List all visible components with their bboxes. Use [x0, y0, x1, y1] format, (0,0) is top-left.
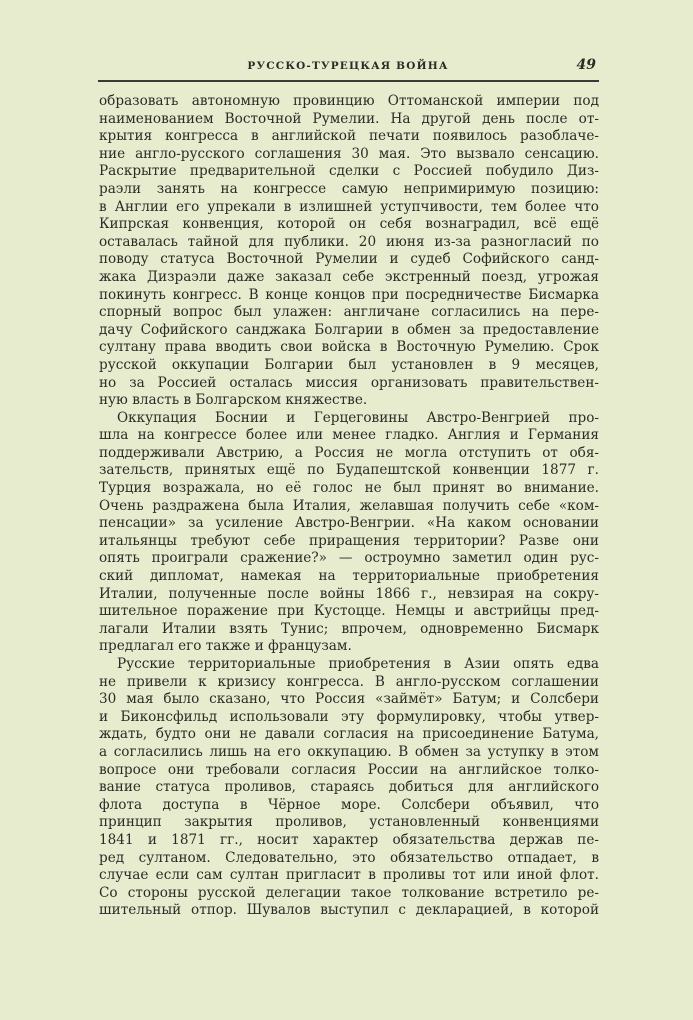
text-line: ждать, будто они не давали согласия на присоединение Батума,: [99, 726, 599, 743]
text-line: жака Дизраэли даже заказал себе экстренный поезд, угрожая: [99, 268, 599, 285]
text-line: 30 мая было сказано, что Россия «займёт» Батум; и Солсбери: [99, 691, 599, 708]
text-line: шительный отпор. Шувалов выступил с декларацией, в которой: [99, 902, 599, 919]
text-line: Оккупация Боснии и Герцеговины Австро-Венгрией про-: [117, 409, 599, 426]
text-line: вопросе они требовали согласия России на английское толко-: [99, 761, 599, 778]
text-line: случае если сам султан пригласит в проливы тот или иной флот.: [99, 867, 599, 884]
text-line: ред султаном. Следовательно, это обязательство отпадает, в: [99, 849, 599, 866]
text-line: флота доступа в Чёрное море. Солсбери объявил, что: [99, 796, 599, 813]
text-line: ние англо-русского соглашения 30 мая. Это вызвало сенсацию.: [99, 145, 599, 162]
text-line: а согласились лишь на его оккупацию. В обмен за уступку в этом: [99, 743, 599, 760]
text-line: дачу Софийского санджака Болгарии в обмен за предоставление: [99, 321, 599, 338]
text-line: крытия конгресса в английской печати появилось разоблаче-: [99, 128, 599, 145]
running-title: РУССКО-ТУРЕЦКАЯ ВОЙНА: [247, 60, 449, 72]
text-line: оставалась тайной для публики. 20 июня из-за разногласий по: [99, 233, 599, 250]
text-line: и Биконсфильд использовали эту формулировку, чтобы утвер-: [99, 708, 599, 725]
text-line: покинуть конгресс. В конце концов при посредничестве Бисмарка: [99, 286, 599, 303]
text-line: предлагал его также и французам.: [99, 638, 352, 655]
text-line: ную власть в Болгарском княжестве.: [99, 392, 368, 409]
text-line: лагали Италии взять Тунис; впрочем, одновременно Бисмарк: [99, 620, 599, 637]
text-line: зательств, принятых ещё по Будапештской конвенции 1877 г.: [99, 462, 599, 479]
text-line: образовать автономную провинцию Оттоманской империи под: [99, 93, 599, 109]
text-line: но за Россией осталась миссия организовать правительствен-: [99, 374, 599, 391]
text-line: спорный вопрос был улажен: англичане согласились на пере-: [99, 304, 599, 321]
text-line: поддерживали Австрию, а Россия не могла отступить от обя-: [99, 444, 599, 461]
text-line: шла на конгрессе более или менее гладко. Англия и Германия: [99, 427, 599, 444]
text-line: Раскрытие предварительной сделки с Россией побудило Диз-: [99, 163, 599, 180]
running-header: [98, 58, 598, 80]
text-line: Очень раздражена была Италия, желавшая получить себе «ком-: [99, 497, 599, 514]
text-line: итальянцы требуют себе приращения территории? Разве они: [99, 532, 599, 549]
text-line: 1841 и 1871 гг., носит характер обязательства держав пе-: [99, 831, 599, 848]
text-line: Русские территориальные приобретения в Азии опять едва: [117, 656, 599, 672]
text-line: не привели к кризису конгресса. В англо-русском соглашении: [99, 673, 599, 690]
text-line: вание статуса проливов, стараясь добиться для английского: [99, 779, 599, 796]
text-line: султану права вводить свои войска в Восточную Румелию. Срок: [99, 339, 599, 356]
text-line: Италии, полученные после войны 1866 г., невзирая на сокру-: [99, 585, 599, 602]
text-line: принцип закрытия проливов, установленный конвенциями: [99, 814, 599, 831]
text-line: опять проиграли сражение?» — остроумно заметил один рус-: [99, 550, 599, 567]
text-line: Со стороны русской делегации такое толкование встретило ре-: [99, 884, 599, 901]
body-text: [99, 93, 599, 920]
text-line: раэли занять на конгрессе самую непримиримую позицию:: [99, 180, 599, 197]
header-rule: [98, 80, 599, 82]
text-line: шительное поражение при Кустоцце. Немцы и австрийцы пред-: [99, 603, 599, 620]
text-line: ский дипломат, намекая на территориальные приобретения: [99, 568, 599, 585]
text-line: в Англии его упрекали в излишней уступчивости, тем более что: [99, 198, 599, 215]
text-line: русской оккупации Болгарии был установлен в 9 месяцев,: [99, 356, 599, 373]
text-line: пенсации» за усиление Австро-Венгрии. «На каком основании: [99, 515, 599, 532]
page-number: 49: [576, 57, 596, 73]
text-line: наименованием Восточной Румелии. На другой день после от-: [99, 110, 599, 127]
text-line: Турция возражала, но её голос не был принят во внимание.: [99, 480, 599, 497]
text-line: поводу статуса Восточной Румелии и судеб Софийского санд-: [99, 251, 599, 268]
text-line: Кипрская конвенция, которой он себя вознаградил, всё ещё: [99, 216, 599, 233]
